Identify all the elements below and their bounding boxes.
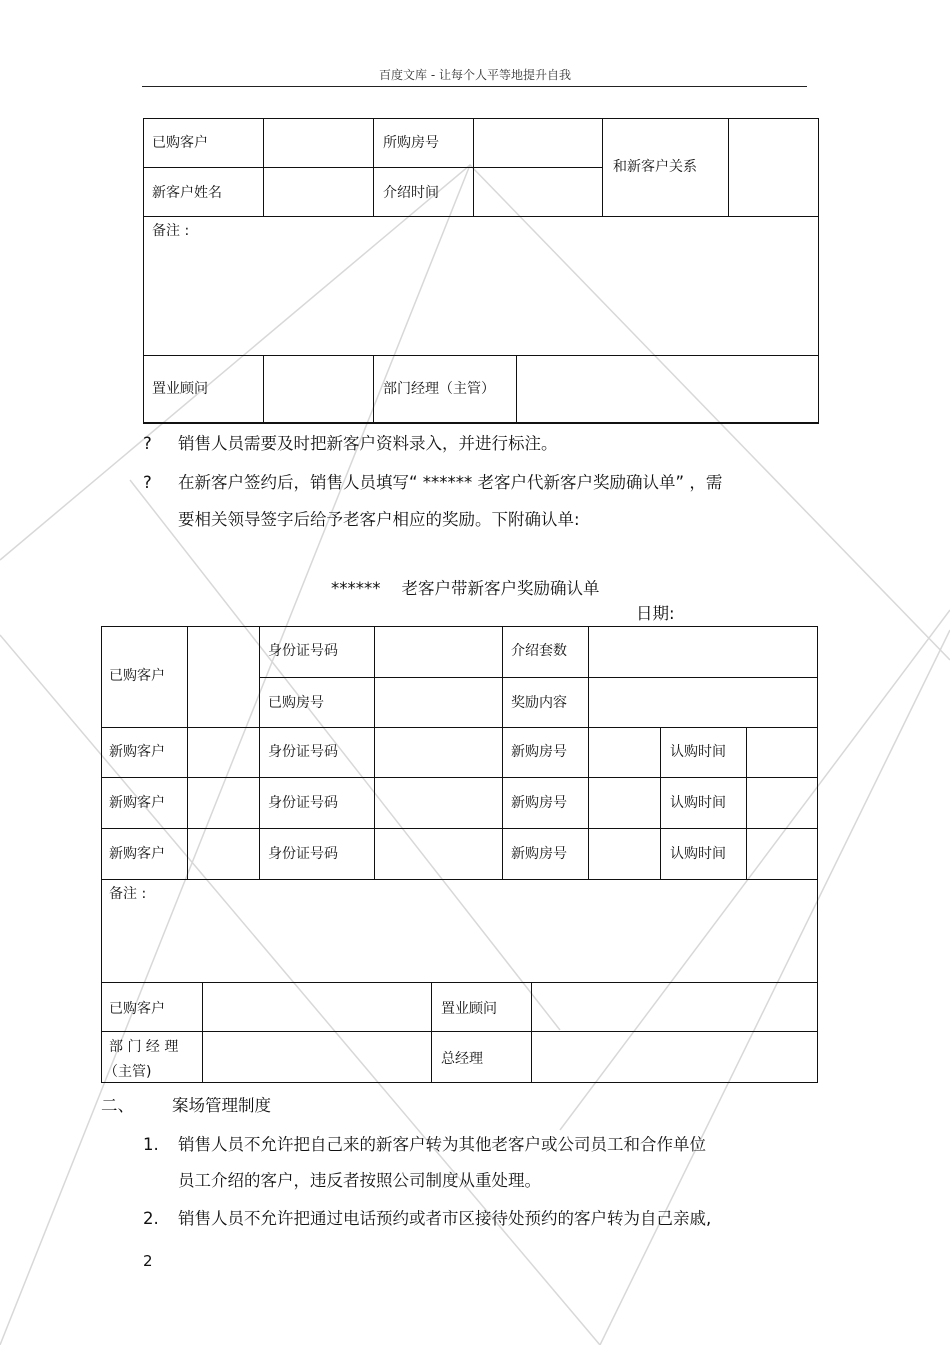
bullet-mark: ? (143, 473, 152, 492)
label-new-customer: 新购客户 (109, 795, 165, 811)
label-general-manager: 总经理 (441, 1051, 483, 1067)
label-relation: 和新客户关系 (613, 159, 697, 175)
label-id-number: 身份证号码 (268, 643, 338, 659)
section-title: 案场管理制度 (172, 1096, 271, 1115)
label-new-room: 新购房号 (511, 744, 567, 760)
label-new-customer: 新购客户 (109, 744, 165, 760)
form-title: ****** 老客户带新客户奖励确认单 (331, 579, 600, 598)
label-consultant: 置业顾问 (152, 381, 208, 397)
label-new-room: 新购房号 (511, 795, 567, 811)
bullet-text: 在新客户签约后，销售人员填写“ ****** 老客户代新客户奖励确认单” ，需 (178, 473, 723, 492)
label-new-room: 新购房号 (511, 846, 567, 862)
label-subscribe-time: 认购时间 (670, 795, 726, 811)
label-intro-time: 介绍时间 (383, 185, 439, 201)
label-room-number: 所购房号 (383, 135, 439, 151)
label-new-customer: 新购客户 (109, 846, 165, 862)
list-item-text: 员工介绍的客户，违反者按照公司制度从重处理。 (178, 1171, 541, 1190)
list-item-text: 销售人员不允许把通过电话预约或者市区接待处预约的客户转为自己亲戚, (178, 1209, 712, 1228)
list-item-number: 1. (143, 1135, 159, 1154)
label-subscribe-time: 认购时间 (670, 846, 726, 862)
header-divider (142, 86, 807, 87)
bullet-mark: ? (143, 434, 152, 453)
label-bought-room: 已购房号 (268, 695, 324, 711)
bullet-text: 要相关领导签字后给予老客户相应的奖励。下附确认单: (178, 510, 580, 529)
label-subscribe-time: 认购时间 (670, 744, 726, 760)
list-item-text: 销售人员不允许把自己来的新客户转为其他老客户或公司员工和合作单位 (178, 1135, 706, 1154)
label-id-number: 身份证号码 (268, 846, 338, 862)
label-new-customer-name: 新客户姓名 (152, 185, 222, 201)
section-number: 二、 (101, 1096, 134, 1115)
label-remark: 备注 : (109, 886, 147, 902)
label-dept-manager: 部门经理（主管） (383, 381, 495, 397)
label-consultant: 置业顾问 (441, 1001, 497, 1017)
form-date-label: 日期: (636, 604, 675, 623)
label-bought-customer: 已购客户 (109, 668, 165, 684)
page-header: 百度文库 - 让每个人平等地提升自我 (379, 68, 571, 82)
label-id-number: 身份证号码 (268, 795, 338, 811)
label-reward: 奖励内容 (511, 695, 567, 711)
label-remark: 备注 : (152, 223, 190, 239)
bullet-text: 销售人员需要及时把新客户资料录入，并进行标注。 (178, 434, 558, 453)
label-id-number: 身份证号码 (268, 744, 338, 760)
label-intro-sets: 介绍套数 (511, 643, 567, 659)
page-number: 2 (143, 1252, 153, 1270)
label-dept-manager: 部 门 经 理 (109, 1039, 179, 1055)
label-dept-manager-sub: （主管) (104, 1064, 152, 1080)
list-item-number: 2. (143, 1209, 159, 1228)
label-bought-customer: 已购客户 (152, 135, 208, 151)
label-bought-customer: 已购客户 (109, 1001, 165, 1017)
